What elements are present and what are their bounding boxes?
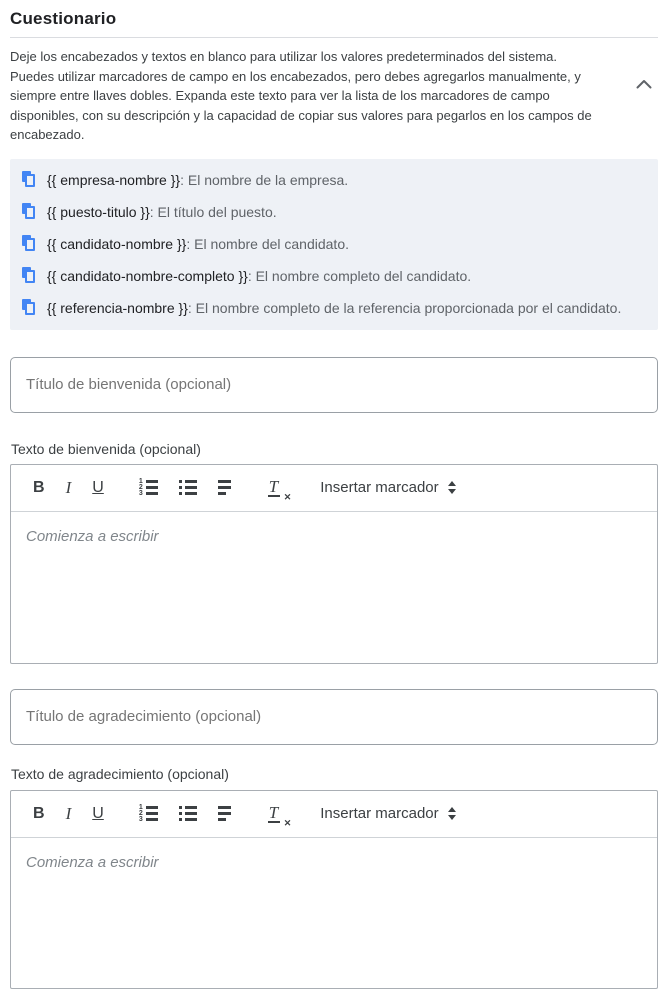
bullet-list-button[interactable] [175, 802, 201, 826]
page-title: Cuestionario [10, 9, 117, 28]
chevron-up-icon [636, 79, 652, 89]
insert-marker-dropdown[interactable] [316, 477, 459, 498]
clear-formatting-icon: T [268, 803, 279, 822]
marker-text [47, 202, 277, 222]
bullet-list-icon [179, 480, 197, 495]
insert-marker-label: Insertar marcador [320, 479, 439, 496]
marker-row [22, 170, 646, 190]
align-left-icon [218, 806, 231, 821]
clear-formatting-button[interactable]: T ✕ [264, 476, 284, 500]
clear-formatting-button[interactable]: T ✕ [264, 802, 284, 826]
marker-description: : El nombre completo del candidato. [247, 267, 472, 284]
marker-token: {{ candidato-nombre }} [47, 235, 187, 252]
align-left-button[interactable] [214, 476, 235, 500]
italic-button[interactable]: I [62, 802, 76, 826]
bullet-list-icon [179, 806, 197, 821]
clear-formatting-icon: T [268, 477, 279, 496]
copy-icon[interactable] [22, 299, 37, 316]
thanks-title-input[interactable] [10, 689, 658, 745]
editor-placeholder: Comienza a escribir [26, 527, 159, 545]
underline-button[interactable]: U [88, 476, 108, 500]
marker-description: : El título del puesto. [149, 203, 277, 220]
marker-text [47, 298, 621, 318]
copy-icon[interactable] [22, 235, 37, 252]
bold-button[interactable]: B [29, 476, 49, 500]
italic-button[interactable]: I [62, 476, 76, 500]
description-section [10, 47, 658, 145]
insert-marker-dropdown[interactable] [316, 803, 459, 824]
align-left-button[interactable] [214, 802, 235, 826]
marker-list-panel [10, 159, 658, 330]
editor-toolbar [11, 791, 657, 838]
bold-button[interactable]: B [29, 802, 49, 826]
editor-placeholder: Comienza a escribir [26, 853, 159, 871]
copy-icon[interactable] [22, 267, 37, 284]
unfold-more-icon [448, 807, 456, 820]
ordered-list-button[interactable] [135, 476, 162, 500]
welcome-text-editor [10, 464, 658, 664]
thanks-text-editor [10, 790, 658, 989]
marker-token: {{ referencia-nombre }} [47, 299, 188, 316]
description-text: Deje los encabezados y textos en blanco para utilizar los valores predeterminados del sistema. Puedes utilizar marcadores de campo en los encabezados, pero debes agregarlos manualmente, y siempre entre llaves dobles. Expanda este texto para ver la lista de los marcadores de campo disponibles, con su descripción y la capacidad de copiar sus valores para pegarlos en los campos de encabezado. [10, 49, 592, 142]
insert-marker-label: Insertar marcador [320, 805, 439, 822]
welcome-editor-body[interactable] [11, 512, 657, 663]
bullet-list-button[interactable] [175, 476, 201, 500]
thanks-text-label: Texto de agradecimiento (opcional) [11, 765, 229, 782]
editor-toolbar [11, 465, 657, 512]
marker-text [47, 266, 471, 286]
marker-row [22, 266, 646, 286]
marker-row [22, 202, 646, 222]
align-left-icon [218, 480, 231, 495]
thanks-editor-body[interactable] [11, 838, 657, 988]
welcome-text-label: Texto de bienvenida (opcional) [11, 440, 201, 457]
welcome-title-input[interactable] [10, 357, 658, 413]
ordered-list-icon: 1 2 3 [139, 480, 158, 495]
ordered-list-icon: 1 2 3 [139, 806, 158, 821]
copy-icon[interactable] [22, 171, 37, 188]
marker-description: : El nombre del candidato. [186, 235, 349, 252]
marker-row [22, 234, 646, 254]
collapse-description-button[interactable] [632, 75, 656, 93]
marker-token: {{ puesto-titulo }} [47, 203, 150, 220]
unfold-more-icon [448, 481, 456, 494]
underline-button[interactable]: U [88, 802, 108, 826]
marker-text [47, 170, 348, 190]
marker-description: : El nombre completo de la referencia proporcionada por el candidato. [187, 299, 622, 316]
marker-text [47, 234, 349, 254]
marker-token: {{ empresa-nombre }} [47, 171, 181, 188]
copy-icon[interactable] [22, 203, 37, 220]
title-divider [10, 37, 658, 38]
ordered-list-button[interactable] [135, 802, 162, 826]
marker-token: {{ candidato-nombre-completo }} [47, 267, 248, 284]
marker-description: : El nombre de la empresa. [180, 171, 349, 188]
marker-row [22, 298, 646, 318]
